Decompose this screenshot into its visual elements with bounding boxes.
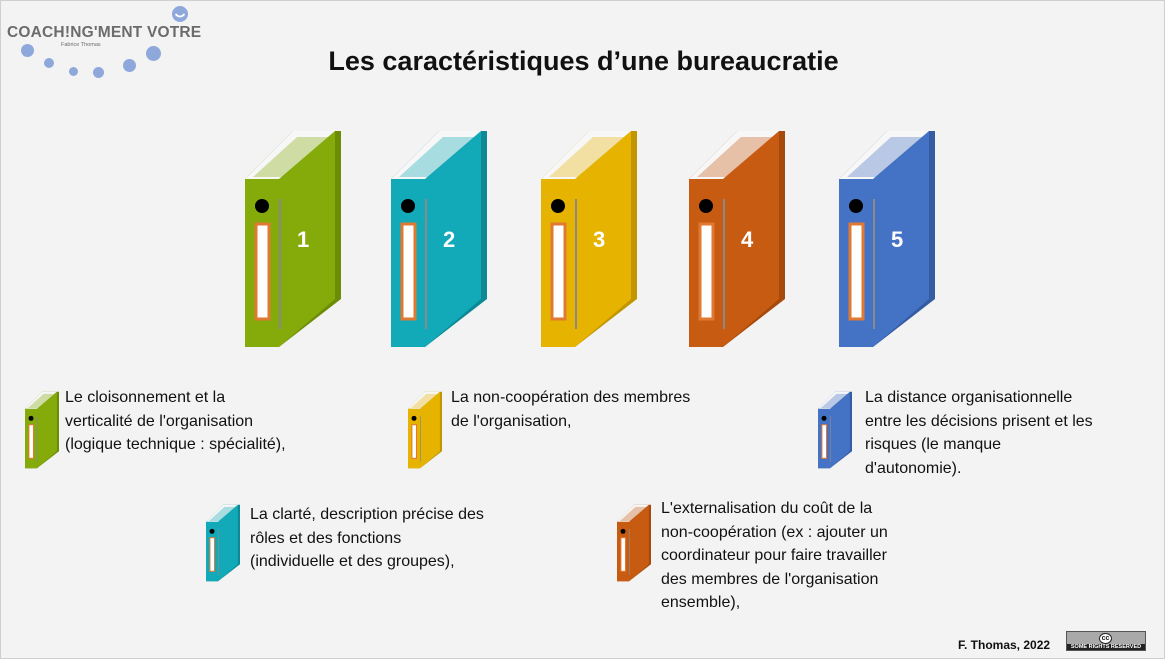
binder-icon bbox=[541, 129, 637, 349]
text-line: non-coopération (ex : ajouter un bbox=[661, 523, 888, 541]
text-line: ensemble), bbox=[661, 594, 741, 611]
binder-3 bbox=[541, 129, 637, 349]
text-line: La distance organisationnelle bbox=[865, 389, 1073, 406]
binder-number: 3 bbox=[593, 227, 606, 252]
text-line: (individuelle et des groupes), bbox=[250, 553, 455, 570]
logo-subtitle: Fabrice Thomas bbox=[61, 42, 101, 48]
author-credit: F. Thomas, 2022 bbox=[958, 638, 1051, 652]
binder-number: 4 bbox=[741, 227, 754, 252]
binder-number: 1 bbox=[297, 227, 310, 252]
binder-icon bbox=[839, 129, 935, 349]
binder-number: 5 bbox=[891, 227, 904, 252]
text-line: La clarté, description précise des bbox=[250, 506, 484, 523]
characteristic-text bbox=[865, 386, 1093, 480]
license-text: SOME RIGHTS RESERVED bbox=[1067, 644, 1145, 650]
binder-icon bbox=[206, 503, 240, 583]
binder-1 bbox=[245, 129, 341, 349]
binder-number: 2 bbox=[443, 227, 456, 252]
text-line: verticalité de l'organisation bbox=[65, 412, 254, 430]
characteristic-text bbox=[250, 503, 484, 574]
characteristic-text bbox=[451, 386, 690, 433]
text-line: (logique technique : spécialité), bbox=[65, 436, 286, 453]
text-line: risques (le manque bbox=[865, 436, 1002, 453]
binder-icon bbox=[391, 129, 487, 349]
binder-icon bbox=[617, 503, 651, 583]
cc-icon: cc bbox=[1099, 633, 1112, 644]
binder-icon bbox=[245, 129, 341, 349]
text-line: La non-coopération des membres bbox=[451, 389, 691, 406]
binder-icon bbox=[25, 390, 59, 470]
text-line: des membres de l'organisation bbox=[661, 570, 879, 588]
binder-icon bbox=[408, 390, 442, 470]
binder-5 bbox=[839, 129, 935, 349]
text-line: entre les décisions prisent et les bbox=[865, 412, 1093, 430]
smile-icon bbox=[171, 5, 189, 23]
text-line: d'autonomie). bbox=[865, 459, 962, 477]
text-line: coordinateur pour faire travailler bbox=[661, 547, 887, 564]
characteristic-text bbox=[661, 497, 888, 615]
text-line: Le cloisonnement et la bbox=[65, 389, 226, 406]
license-badge bbox=[1066, 631, 1146, 651]
logo-name: COACH!NG'MENT VOTRE bbox=[7, 24, 202, 41]
binder-icon bbox=[818, 390, 852, 470]
binder-2 bbox=[391, 129, 487, 349]
text-line: de l'organisation, bbox=[451, 412, 572, 430]
slide-title: Les caractéristiques d’une bureaucratie bbox=[328, 46, 839, 76]
binder-4 bbox=[689, 129, 785, 349]
binder-icon bbox=[689, 129, 785, 349]
text-line: rôles et des fonctions bbox=[250, 529, 402, 547]
characteristic-text bbox=[65, 386, 286, 457]
text-line: L'externalisation du coût de la bbox=[661, 500, 873, 517]
